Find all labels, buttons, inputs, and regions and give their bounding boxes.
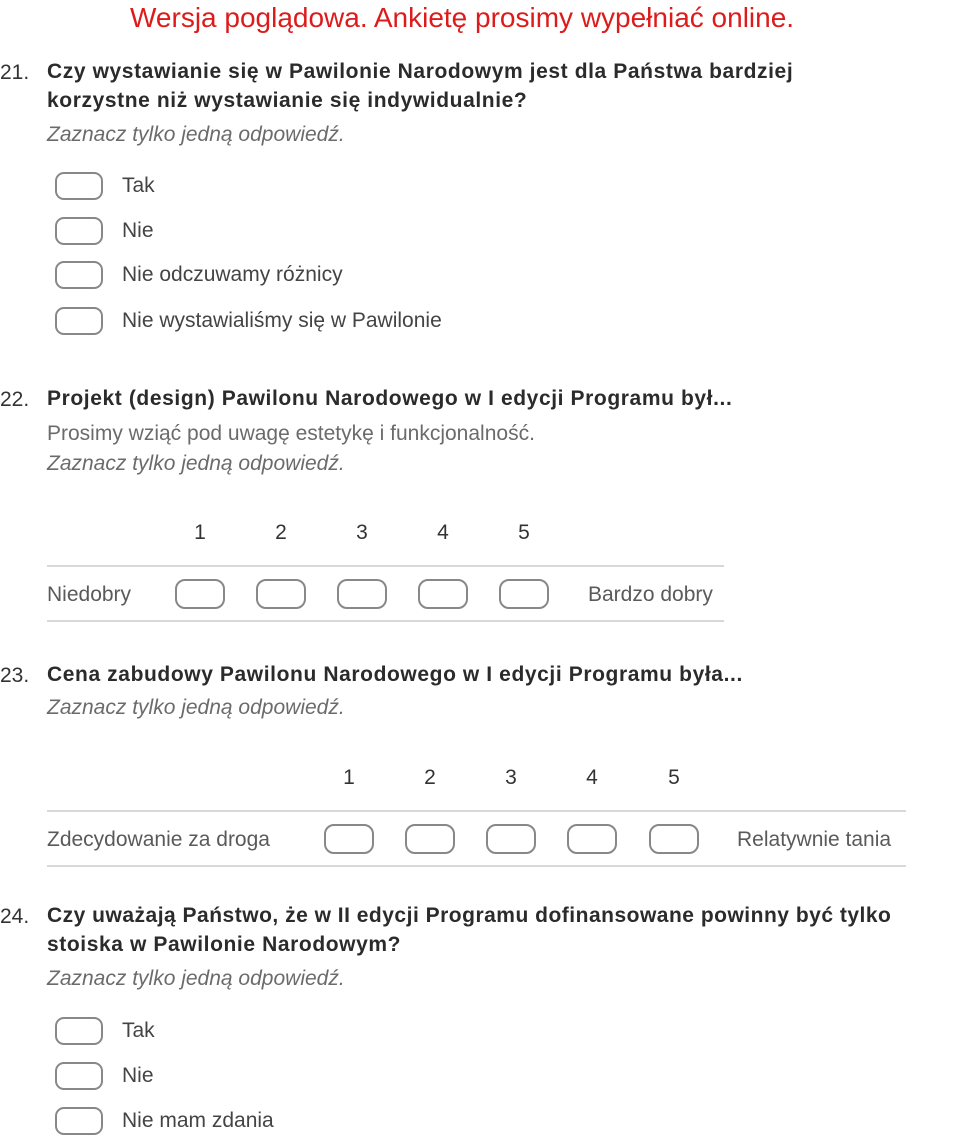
q21-option-tak[interactable] <box>55 171 155 201</box>
scale-number: 3 <box>505 766 517 789</box>
question-23-number: 23. <box>0 664 30 687</box>
scale-option-5[interactable] <box>499 579 549 609</box>
question-24-instructions: Zaznacz tylko jedną odpowiedź. <box>47 967 345 990</box>
question-24-title-line1: Czy uważają Państwo, że w II edycji Programu dofinansowane powinny być tylko <box>47 904 892 927</box>
checkbox[interactable] <box>55 217 103 245</box>
scale-high-label: Relatywnie tania <box>737 828 892 851</box>
scale-divider <box>47 565 724 567</box>
online-survey-banner: Wersja poglądowa. Ankietę prosimy wypełniać online. <box>130 2 795 33</box>
scale-option-4[interactable] <box>567 824 617 854</box>
scale-option-4[interactable] <box>418 579 468 609</box>
option-label: Tak <box>122 174 155 197</box>
option-label: Nie wystawialiśmy się w Pawilonie <box>122 309 442 332</box>
question-21-instructions: Zaznacz tylko jedną odpowiedź. <box>47 123 345 146</box>
scale-option-3[interactable] <box>337 579 387 609</box>
question-21-title-line2: korzystne niż wystawianie się indywidualnie? <box>47 89 528 112</box>
scale-option-2[interactable] <box>405 824 455 854</box>
scale-number: 4 <box>586 766 598 789</box>
option-label: Nie <box>122 219 154 242</box>
scale-option-5[interactable] <box>649 824 699 854</box>
scale-high-label: Bardzo dobry <box>588 583 713 606</box>
q21-option-not-exhibited[interactable] <box>55 306 442 336</box>
checkbox[interactable] <box>55 1107 103 1135</box>
checkbox[interactable] <box>55 261 103 289</box>
question-24-title-line2: stoiska w Pawilonie Narodowym? <box>47 933 402 956</box>
question-24-number: 24. <box>0 905 30 928</box>
q21-option-nie[interactable] <box>55 216 154 246</box>
option-label: Nie mam zdania <box>122 1109 274 1132</box>
question-22-instructions: Zaznacz tylko jedną odpowiedź. <box>47 452 345 475</box>
scale-number: 3 <box>356 521 368 544</box>
checkbox[interactable] <box>55 307 103 335</box>
q24-option-tak[interactable] <box>55 1016 155 1046</box>
option-label: Nie odczuwamy różnicy <box>122 263 343 286</box>
scale-number: 1 <box>194 521 206 544</box>
option-label: Nie <box>122 1064 154 1087</box>
q24-option-nie[interactable] <box>55 1061 154 1091</box>
scale-number: 1 <box>343 766 355 789</box>
q24-option-no-opinion[interactable] <box>55 1106 274 1136</box>
checkbox[interactable] <box>55 1062 103 1090</box>
question-23-instructions: Zaznacz tylko jedną odpowiedź. <box>47 696 345 719</box>
scale-number: 5 <box>518 521 530 544</box>
question-21-number: 21. <box>0 61 30 84</box>
question-23-title: Cena zabudowy Pawilonu Narodowego w I edycji Programu była... <box>47 663 743 686</box>
question-22-note: Prosimy wziąć pod uwagę estetykę i funkcjonalność. <box>47 422 535 445</box>
scale-divider <box>47 810 906 812</box>
checkbox[interactable] <box>55 1017 103 1045</box>
scale-divider <box>47 865 906 867</box>
scale-low-label: Zdecydowanie za droga <box>47 828 270 851</box>
scale-option-3[interactable] <box>486 824 536 854</box>
scale-low-label: Niedobry <box>47 583 132 606</box>
scale-number: 4 <box>437 521 449 544</box>
question-22-number: 22. <box>0 388 30 411</box>
scale-number: 5 <box>668 766 680 789</box>
scale-number: 2 <box>424 766 436 789</box>
scale-option-1[interactable] <box>324 824 374 854</box>
question-22-title: Projekt (design) Pawilonu Narodowego w I edycji Programu był... <box>47 387 733 410</box>
scale-divider <box>47 620 724 622</box>
q21-option-no-difference[interactable] <box>55 260 343 290</box>
checkbox[interactable] <box>55 172 103 200</box>
scale-option-1[interactable] <box>175 579 225 609</box>
scale-option-2[interactable] <box>256 579 306 609</box>
scale-number: 2 <box>275 521 287 544</box>
option-label: Tak <box>122 1019 155 1042</box>
question-21-title-line1: Czy wystawianie się w Pawilonie Narodowym jest dla Państwa bardziej <box>47 60 794 83</box>
